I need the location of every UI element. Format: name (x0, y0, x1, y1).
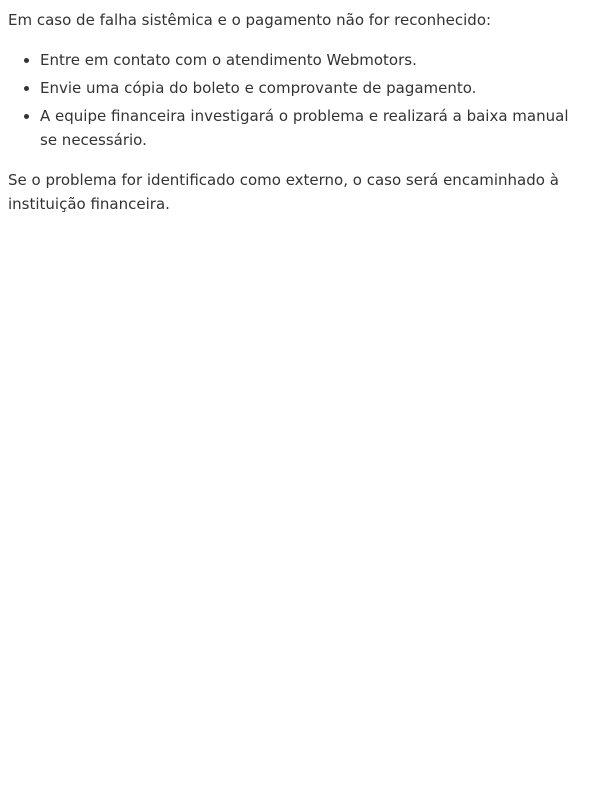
intro-paragraph: Em caso de falha sistêmica e o pagamento não for reconhecido: (8, 11, 492, 29)
list-item: • Entre em contato com o atendimento Webmotors. (40, 48, 592, 72)
steps-list (8, 48, 592, 152)
list-item: • A equipe financeira investigará o problema e realizará a baixa manual se necessário. (40, 104, 592, 152)
list-item: • Envie uma cópia do boleto e comprovante de pagamento. (40, 76, 592, 100)
closing-paragraph: Se o problema for identificado como externo, o caso será encaminhado à instituição financeira. (8, 171, 559, 213)
message-content (0, 0, 600, 216)
